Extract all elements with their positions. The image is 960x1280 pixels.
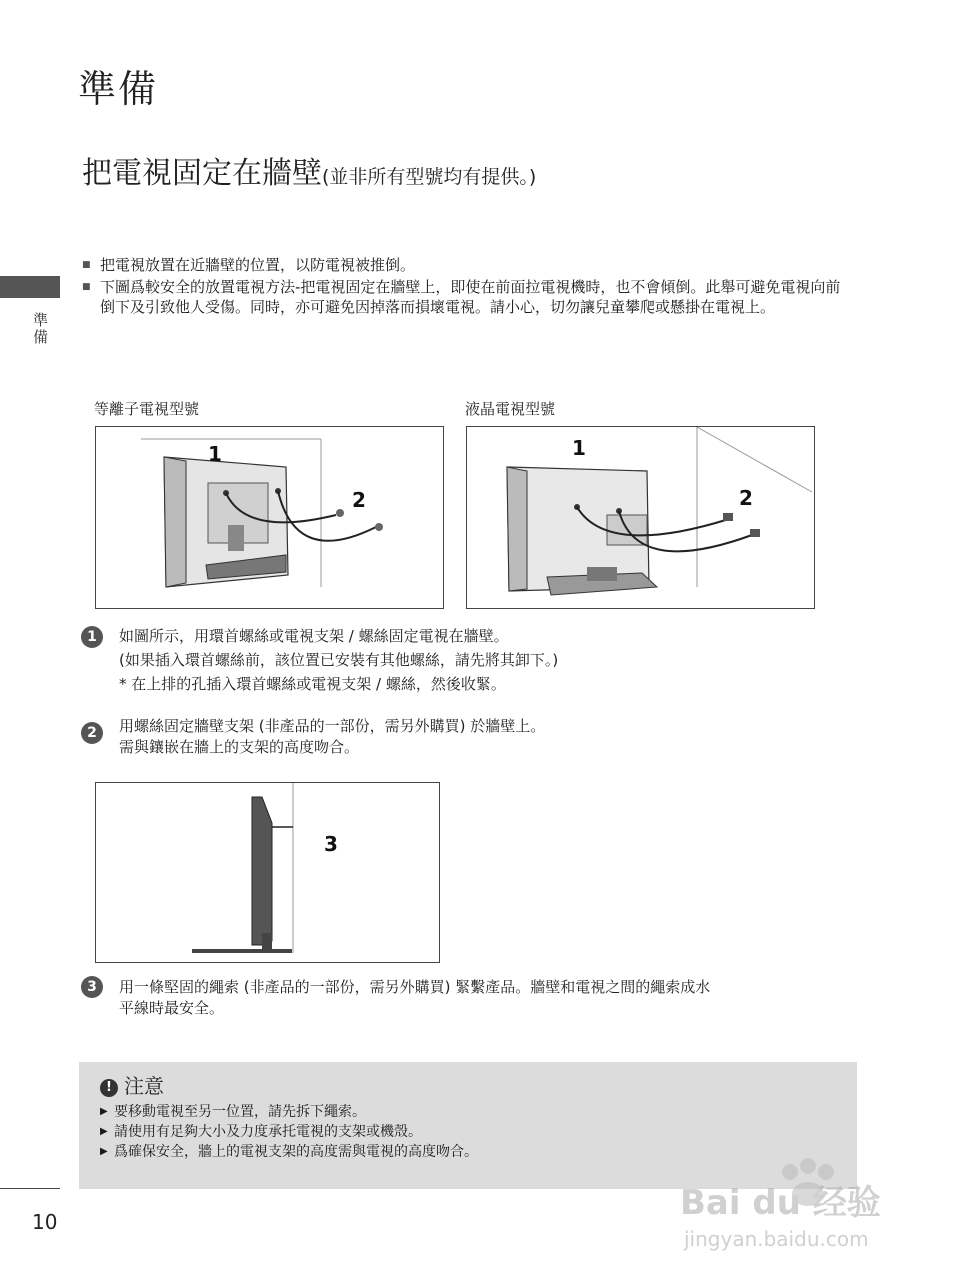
lcd-tv-illustration [466,426,815,609]
caution-title [100,1070,164,1099]
caution-item: ▶ 請使用有足夠大小及力度承托電視的支架或機殼。 [100,1122,840,1142]
step-line: (如果插入環首螺絲前，該位置已安裝有其他螺絲，請先將其卸下。) [119,651,559,669]
plasma-callout-2: 2 [352,488,366,512]
paw-logo-icon [680,1150,910,1260]
watermark-url: jingyan.baidu.com [684,1227,869,1251]
bullet-item: ■ 把電視放置在近牆壁的位置，以防電視被推倒。 [82,255,842,275]
side-view-drawing [96,783,439,962]
warning-icon: ! [100,1079,118,1097]
step-line: 如圖所示，用環首螺絲或電視支架 / 螺絲固定電視在牆壁。 [119,627,509,645]
section-subtitle: (並非所有型號均有提供。) [322,166,537,188]
step-2-badge: 2 [81,722,103,744]
step-3-text [119,977,819,1019]
plasma-tv-illustration [95,426,444,609]
step-2-text [119,716,839,758]
bullet-item: ■ 下圖爲較安全的放置電視方法-把電視固定在牆壁上，即使在前面拉電視機時，也不會傾倒。此舉可避免電視向前倒下及引致他人受傷。同時，亦可避免因掉落而損壞電視。請小心，切勿讓兒童攀爬或懸掛在電視上。 [82,277,842,317]
section-title-main: 把電視固定在牆壁 [82,156,322,191]
section-title [82,148,536,192]
footer-rule [0,1188,60,1189]
plasma-tv-drawing [96,427,443,608]
caution-item: ▶ 爲確保安全，牆上的電視支架的高度需與電視的高度吻合。 [100,1142,840,1162]
step-line: 平線時最安全。 [119,999,225,1017]
caution-item: ▶ 要移動電視至另一位置，請先拆下繩索。 [100,1102,840,1122]
lcd-tv-drawing [467,427,814,608]
step-1-text [119,624,839,696]
lcd-callout-2: 2 [739,486,753,510]
side-tab-label: 準備 [31,312,49,346]
side-callout-3: 3 [324,832,338,856]
plasma-callout-1: 1 [208,442,222,466]
lcd-callout-1: 1 [572,436,586,460]
watermark-brand: Bai du 经验 [680,1183,881,1223]
lcd-model-label: 液晶電視型號 [465,400,556,418]
plasma-model-label: 等離子電視型號 [94,400,200,418]
step-line: 用一條堅固的繩索 (非產品的一部份，需另外購買) 緊繫產品。牆壁和電視之間的繩索成水 [119,978,711,996]
side-tab [0,276,60,298]
step-line: * 在上排的孔插入環首螺絲或電視支架 / 螺絲，然後收緊。 [119,675,506,693]
step-1-badge: 1 [81,626,103,648]
chapter-title: 準備 [78,67,159,111]
caution-heading: 注意 [124,1074,164,1098]
step-3-badge: 3 [81,976,103,998]
step-line: 需與鑲嵌在牆上的支架的高度吻合。 [119,738,360,756]
baidu-watermark [680,1150,910,1260]
side-view-illustration [95,782,440,963]
page-number: 10 [32,1210,58,1234]
step-line: 用螺絲固定牆壁支架 (非產品的一部份，需另外購買) 於牆壁上。 [119,717,546,735]
intro-bullets [82,255,842,319]
